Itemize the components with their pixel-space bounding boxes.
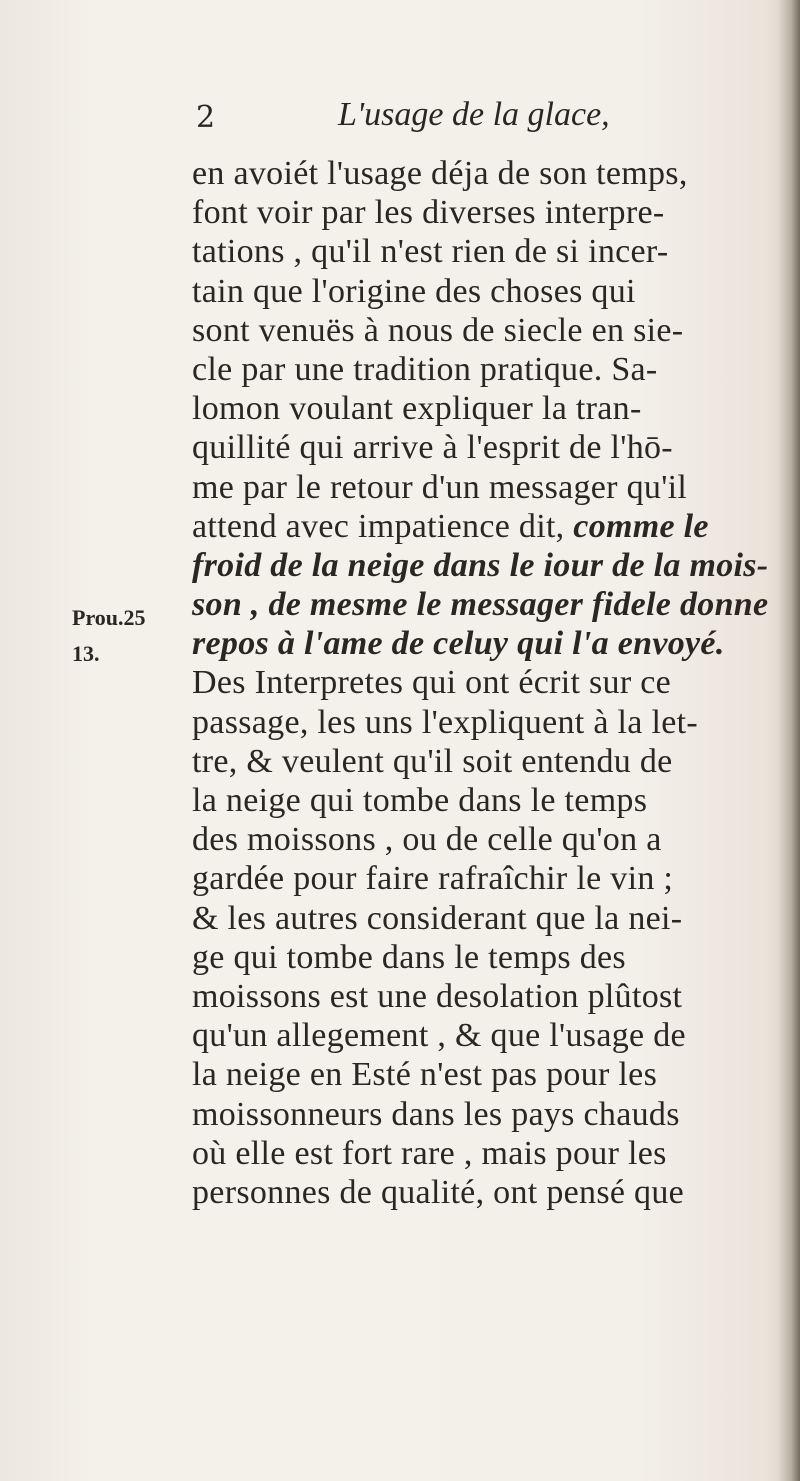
text-line: personnes de qualité, ont pensé que: [192, 1173, 685, 1211]
text-line: quillité qui arrive à l'esprit de l'hō-: [192, 429, 673, 467]
quotation-line: froid de la neige dans le iour de la mois-: [192, 546, 769, 584]
running-title: L'usage de la glace,: [338, 96, 610, 133]
text-line: passage, les uns l'expliquent à la let-: [192, 703, 698, 741]
page-number: 2: [196, 100, 216, 135]
text-line-plain-part: attend avec impatience dit,: [192, 507, 565, 545]
text-line: me par le retour d'un messager qu'il: [192, 468, 688, 506]
margin-reference-book: Prou.25: [72, 605, 146, 630]
margin-reference-verse: 13.: [72, 641, 100, 666]
text-line: tain que l'origine des choses qui: [192, 272, 636, 310]
body-text: [192, 154, 782, 1212]
text-line: cle par une tradition pratique. Sa-: [192, 350, 658, 388]
text-line: ge qui tombe dans le temps des: [192, 938, 626, 976]
text-line: tre, & veulent qu'il soit entendu de: [192, 742, 673, 780]
quotation-line: repos à l'ame de celuy qui l'a envoyé.: [192, 625, 725, 663]
text-line: Des Interpretes qui ont écrit sur ce: [192, 664, 672, 702]
text-line: où elle est fort rare , mais pour les: [192, 1134, 667, 1172]
text-line: & les autres considerant que la nei-: [192, 899, 683, 937]
text-line: en avoiét l'usage déja de son temps,: [192, 155, 688, 192]
text-line: moissons est une desolation plûtost: [192, 977, 683, 1015]
text-line: gardée pour faire rafraîchir le vin ;: [192, 860, 674, 898]
text-line: lomon voulant expliquer la tran-: [192, 390, 642, 428]
text-line: tations , qu'il n'est rien de si incer-: [192, 233, 669, 271]
text-line: moissonneurs dans les pays chauds: [192, 1095, 680, 1133]
quotation-italic-part: comme le: [564, 507, 709, 545]
text-line: la neige qui tombe dans le temps: [192, 782, 648, 819]
quotation-line: son , de mesme le messager fidele donne: [192, 586, 769, 624]
text-line: sont venuës à nous de siecle en sie-: [192, 311, 684, 349]
text-line: qu'un allegement , & que l'usage de: [192, 1017, 686, 1055]
page-header: [196, 96, 676, 140]
text-line-mixed: [192, 507, 782, 546]
margin-reference: [72, 600, 146, 672]
text-line: font voir par les diverses interpre-: [192, 194, 665, 232]
text-line: la neige en Esté n'est pas pour les: [192, 1056, 658, 1094]
text-line: des moissons , ou de celle qu'on a: [192, 821, 662, 859]
